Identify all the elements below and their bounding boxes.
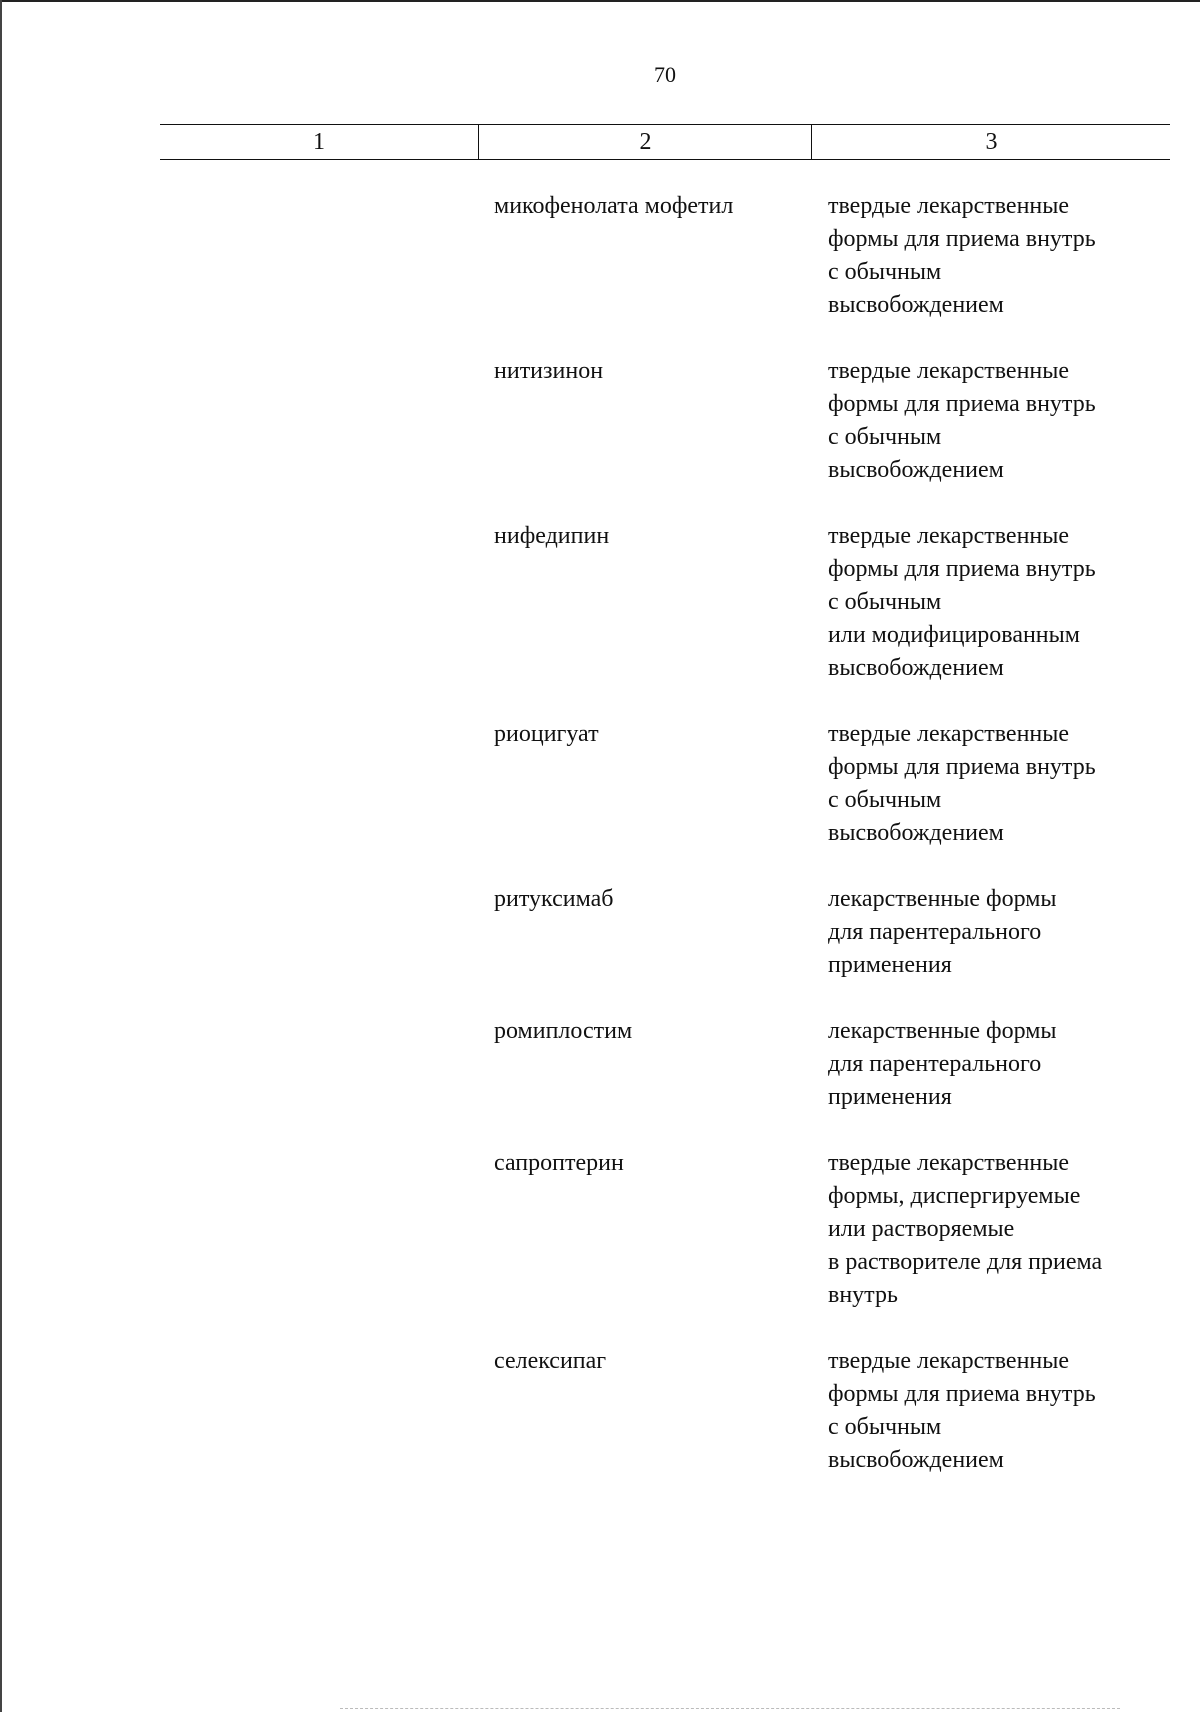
drug-name: нифедипин — [494, 523, 610, 549]
dosage-form-line: для парентерального — [828, 919, 1042, 945]
dosage-forms — [828, 1345, 1168, 1477]
drug-name: сапроптерин — [494, 1150, 624, 1176]
drug-name: микофенолата мофетил — [494, 193, 734, 219]
dosage-form-line: с обычным — [828, 787, 942, 813]
table-row — [0, 883, 1200, 982]
dosage-form-line: твердые лекарственные — [828, 358, 1070, 384]
dosage-form-line: твердые лекарственные — [828, 523, 1070, 549]
dosage-form-line: твердые лекарственные — [828, 1348, 1070, 1374]
dosage-form-line: лекарственные формы — [828, 886, 1057, 912]
dosage-form-line: твердые лекарственные — [828, 1150, 1070, 1176]
dosage-forms — [828, 1147, 1168, 1312]
dosage-form-line: применения — [828, 952, 952, 978]
dosage-form-line: твердые лекарственные — [828, 193, 1070, 219]
dosage-form-line: с обычным — [828, 1414, 942, 1440]
table-row — [0, 520, 1200, 685]
dosage-forms — [828, 883, 1168, 982]
dosage-form-line: формы для приема внутрь — [828, 1381, 1096, 1407]
dosage-form-line: лекарственные формы — [828, 1018, 1057, 1044]
drug-name: ромиплостим — [494, 1018, 633, 1044]
dosage-form-line: высвобождением — [828, 457, 1004, 483]
drug-name: нитизинон — [494, 358, 604, 384]
table-body — [0, 190, 1200, 1510]
dosage-forms — [828, 520, 1168, 685]
scan-edge-top — [0, 0, 1200, 2]
dosage-form-line: или растворяемые — [828, 1216, 1015, 1242]
dosage-form-line: формы для приема внутрь — [828, 556, 1096, 582]
dosage-form-line: высвобождением — [828, 292, 1004, 318]
dosage-form-line: применения — [828, 1084, 952, 1110]
dosage-form-line: формы для приема внутрь — [828, 226, 1096, 252]
dosage-forms — [828, 355, 1168, 487]
dosage-form-line: формы для приема внутрь — [828, 391, 1096, 417]
table-row — [0, 355, 1200, 487]
dosage-form-line: внутрь — [828, 1282, 898, 1308]
dosage-form-line: высвобождением — [828, 655, 1004, 681]
drug-name: селексипаг — [494, 1348, 607, 1374]
table-row — [0, 1015, 1200, 1114]
header-col-3: 3 — [811, 125, 1171, 159]
dosage-form-line: формы, диспергируемые — [828, 1183, 1081, 1209]
table-row — [0, 1147, 1200, 1312]
drug-name: риоцигуат — [494, 721, 599, 747]
page-number: 70 — [654, 62, 676, 87]
dosage-form-line: с обычным — [828, 259, 942, 285]
dosage-forms — [828, 718, 1168, 850]
bottom-dashed-line — [340, 1708, 1120, 1710]
dosage-forms — [828, 1015, 1168, 1114]
dosage-form-line: высвобождением — [828, 820, 1004, 846]
dosage-form-line: в растворителе для приема — [828, 1249, 1103, 1275]
header-col-2: 2 — [478, 125, 812, 159]
table-row — [0, 718, 1200, 850]
header-col-1: 1 — [313, 129, 325, 155]
table-row — [0, 1345, 1200, 1477]
table-row — [0, 190, 1200, 322]
dosage-form-line: формы для приема внутрь — [828, 754, 1096, 780]
dosage-form-line: высвобождением — [828, 1447, 1004, 1473]
dosage-form-line: с обычным — [828, 424, 942, 450]
dosage-form-line: твердые лекарственные — [828, 721, 1070, 747]
drug-name: ритуксимаб — [494, 886, 614, 912]
dosage-forms — [828, 190, 1168, 322]
dosage-form-line: или модифицированным — [828, 622, 1080, 648]
dosage-form-line: с обычным — [828, 589, 942, 615]
dosage-form-line: для парентерального — [828, 1051, 1042, 1077]
table-header — [160, 124, 1170, 160]
